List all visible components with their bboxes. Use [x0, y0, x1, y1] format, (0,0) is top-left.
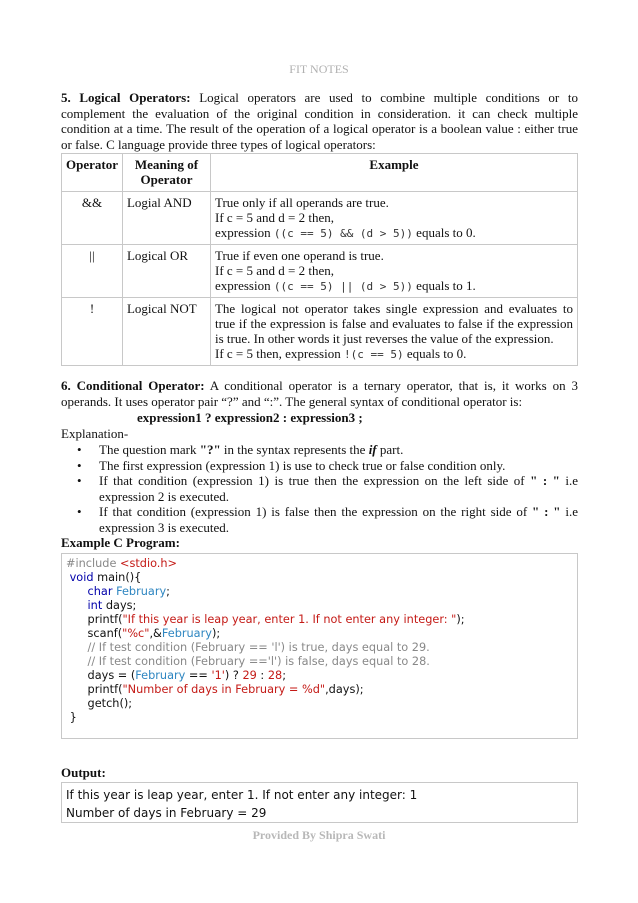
conditional-syntax: expression1 ? expression2 : expression3 ; [137, 410, 363, 425]
code-token: scanf( [87, 627, 123, 640]
operator-cell: ! [62, 298, 123, 366]
code-line [66, 683, 573, 697]
code-token: getch(); [87, 697, 133, 710]
output-block [61, 782, 578, 823]
expression-prefix: If c = 5 then, expression [214, 346, 344, 361]
expression-result: equals to 0. [403, 346, 467, 361]
example-cell [210, 192, 577, 245]
page-content [61, 90, 578, 823]
code-token: February [135, 669, 186, 682]
code-token: printf( [87, 683, 123, 696]
code-token: void [69, 571, 94, 584]
bullet-text: If that condition (expression 1) is true then the expression on the left side of [99, 473, 531, 488]
code-comment [66, 641, 573, 655]
meaning-cell: Logical OR [122, 245, 210, 298]
example-line: True if even one operand is true. [214, 248, 384, 263]
code-token: main(){ [93, 571, 142, 584]
code-token: == [185, 669, 212, 682]
bullet-text: The question mark [99, 442, 200, 457]
expression-code: ((c == 5) && (d > 5)) [273, 227, 413, 240]
code-token: February [112, 585, 167, 598]
code-token: "%c" [122, 627, 150, 640]
bullet-text: i.e expression 2 is executed. [99, 473, 578, 504]
table-header-row [62, 154, 578, 192]
example-cell [210, 298, 577, 366]
code-token: days = ( [87, 669, 136, 682]
code-token: printf( [87, 613, 123, 626]
code-line [66, 585, 573, 599]
list-item [61, 473, 578, 504]
code-token: "If this year is leap year, enter 1. If not enter any integer: " [122, 613, 457, 626]
example-line: True only if all operands are true. [214, 195, 389, 210]
header-meaning: Meaning of Operator [122, 154, 210, 192]
code-token: ; [282, 669, 287, 682]
code-line [66, 557, 573, 571]
code-token: : [256, 669, 268, 682]
conditional-operator-heading: 6. Conditional Operator: [61, 378, 205, 393]
bullet-icon: • [77, 504, 82, 519]
table-row [62, 298, 578, 366]
example-line: The logical not operator takes single expression and evaluates to true if the expression is false and evaluates to false if the expression is true. In other words it just reverses the value of the expression. [214, 301, 573, 346]
conditional-operator-text: A conditional operator is a ternary operator, that is, it works on 3 operands. It uses operator pair “?” and “:”. The general syntax of conditional operator is: [61, 378, 578, 409]
bullet-bold: "?" [199, 442, 221, 457]
operator-cell: || [62, 245, 123, 298]
expression-prefix: expression [214, 278, 274, 293]
meaning-cell: Logical NOT [122, 298, 210, 366]
code-token: // If test condition (February =='l') is false, days equal to 28. [87, 655, 430, 668]
expression-prefix: expression [214, 225, 274, 240]
code-token: ); [456, 613, 465, 626]
bullet-bold: " : " [532, 504, 561, 519]
code-line [66, 613, 573, 627]
code-token: ,days); [325, 683, 364, 696]
example-line: If c = 5 and d = 2 then, [214, 210, 334, 225]
conditional-operator-intro [61, 378, 578, 409]
code-line [66, 571, 573, 585]
bullet-text: in the syntax represents the [220, 442, 369, 457]
example-expression [215, 225, 573, 241]
list-item [61, 458, 578, 474]
code-token: ; [166, 585, 170, 598]
code-token: '1' [211, 669, 225, 682]
header-operator: Operator [62, 154, 123, 192]
code-token: ); [211, 627, 221, 640]
expression-result: equals to 1. [412, 278, 476, 293]
bullet-text: The first expression (expression 1) is use to check true or false condition only. [99, 457, 506, 473]
expression-code: !(c == 5) [343, 348, 404, 361]
output-line: If this year is leap year, enter 1. If not enter any integer: 1 [66, 788, 418, 802]
code-token: "Number of days in February = %d" [122, 683, 326, 696]
example-expression [215, 346, 573, 362]
page-header: FIT NOTES [289, 62, 349, 76]
code-block [61, 553, 578, 739]
explanation-label: Explanation- [61, 426, 129, 441]
code-comment [66, 655, 573, 669]
logical-operators-text: Logical operators are used to combine multiple conditions or to complement the evaluation of the original condition in consideration. it can check multiple condition at a time. The result of the operation of a logical operator is a boolean value : either true or false. C language provide three types of logical operators: [61, 90, 578, 152]
code-token: 28 [267, 669, 283, 682]
code-line [66, 599, 573, 613]
meaning-cell: Logial AND [122, 192, 210, 245]
example-cell [210, 245, 577, 298]
expression-code: ((c == 5) || (d > 5)) [273, 280, 413, 293]
explanation-list [61, 442, 578, 535]
expression-result: equals to 0. [412, 225, 476, 240]
logical-operators-table [61, 153, 578, 366]
code-token: char [87, 585, 113, 598]
bullet-text: If that condition (expression 1) is false then the expression on the right side of [99, 504, 533, 519]
example-line: If c = 5 and d = 2 then, [214, 263, 334, 278]
example-expression [215, 278, 573, 294]
code-token: int [87, 599, 103, 612]
code-line [66, 627, 573, 641]
code-token: <stdio.h> [120, 557, 178, 570]
bullet-icon: • [77, 473, 82, 488]
bullet-bold: " : " [530, 473, 560, 488]
logical-operators-intro [61, 90, 578, 152]
list-item [61, 442, 578, 458]
code-line [66, 669, 573, 683]
code-token: ) ? [224, 669, 243, 682]
code-token: } [69, 711, 77, 724]
code-token: // If test condition (February == 'l') is true, days equal to 29. [87, 641, 430, 654]
code-token: ,& [149, 627, 162, 640]
table-row [62, 245, 578, 298]
bullet-icon: • [77, 457, 82, 473]
operator-cell: && [62, 192, 123, 245]
code-token: #include [66, 557, 120, 570]
output-line: Number of days in February = 29 [66, 806, 267, 820]
bullet-icon: • [77, 442, 82, 457]
code-token: 29 [242, 669, 257, 682]
header-example: Example [210, 154, 577, 192]
list-item [61, 504, 578, 535]
output-heading: Output: [61, 765, 106, 780]
code-line [66, 711, 573, 725]
table-row [62, 192, 578, 245]
bullet-bold-italic: if [368, 442, 377, 457]
logical-operators-heading: 5. Logical Operators: [61, 90, 191, 105]
example-program-heading: Example C Program: [61, 535, 180, 550]
bullet-text: i.e expression 3 is executed. [99, 504, 578, 535]
code-token: February [161, 627, 212, 640]
code-token: days; [102, 599, 137, 612]
bullet-text: part. [376, 442, 404, 457]
code-line [66, 697, 573, 711]
page-footer: Provided By Shipra Swati [252, 828, 386, 842]
